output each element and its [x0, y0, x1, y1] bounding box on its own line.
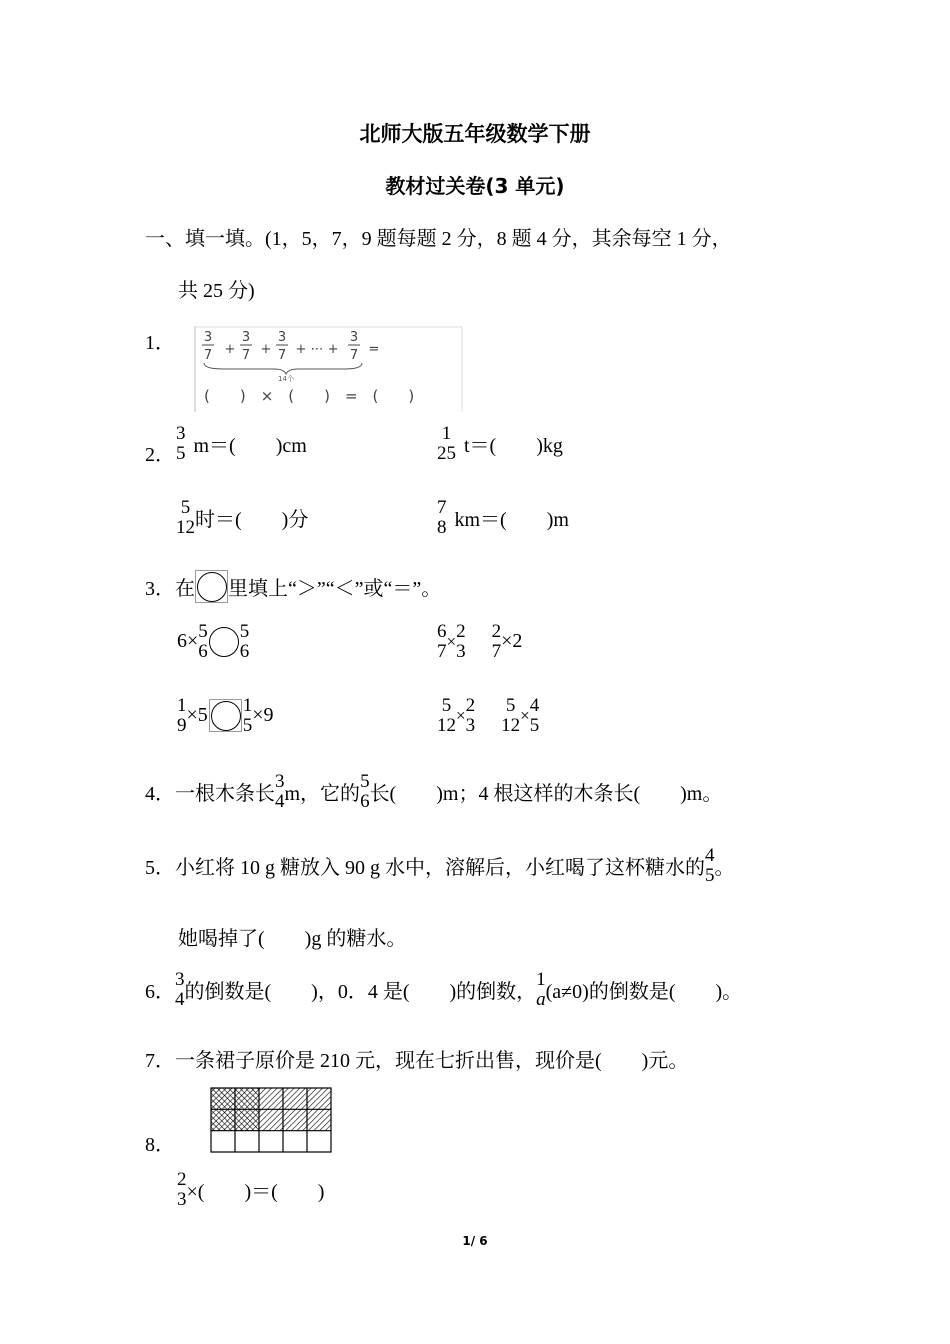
- q5-line2: 她喝掉了( )g 的糖水。: [178, 928, 407, 950]
- q1-brace-label: 14个: [278, 375, 294, 383]
- fraction: 1 25: [437, 423, 456, 464]
- q3-item-b: 6 7 × 2 3 2 7 ×2: [437, 621, 523, 662]
- fraction: 5 6: [198, 621, 208, 662]
- q5: 5． 小红将 10 g 糖放入 90 g 水中，溶解后，小红喝了这杯糖水的 4 5 。: [145, 845, 735, 886]
- q2-item-a: 3 5 m＝( )cm: [176, 423, 307, 464]
- q1-frac-den: 7: [203, 348, 213, 363]
- question-number: 2．: [145, 444, 175, 466]
- q1-frac-num: 3: [241, 330, 251, 345]
- fraction: 1 9: [177, 695, 187, 736]
- q1-figure: [194, 326, 464, 412]
- q1-frac-den: 7: [277, 348, 287, 363]
- q1-blank-row: ( ) × ( ) = ( ): [204, 387, 415, 405]
- fraction: 3 4: [275, 771, 285, 812]
- q1-frac-num: 3: [277, 330, 287, 345]
- page-number: 1/ 6: [462, 1234, 488, 1248]
- q1-plus: +: [260, 342, 272, 357]
- fraction: 2 3: [456, 621, 466, 662]
- q3-prompt: 3． 在 里填上“＞”“＜”或“＝”。: [145, 570, 441, 603]
- q1-frac-den: 7: [241, 348, 251, 363]
- q2-item-c: 5 12 时＝( )分: [176, 497, 309, 538]
- fraction: 5 12: [437, 695, 456, 736]
- question-number: 8．: [145, 1134, 175, 1156]
- page-subtitle: 教材过关卷(3 单元): [385, 174, 565, 198]
- q1-equals: =: [368, 342, 380, 357]
- fraction: 4 5: [529, 695, 540, 736]
- q1-dots: + ⋯ +: [295, 342, 339, 357]
- fraction: 2 3: [177, 1169, 187, 1210]
- page-title: 北师大版五年级数学下册: [359, 122, 591, 146]
- q1-frac-den: 7: [349, 348, 359, 363]
- q8-grid-figure: [210, 1087, 332, 1153]
- compare-circle[interactable]: [209, 699, 242, 732]
- fraction: 7 8: [437, 497, 447, 538]
- fraction: 3 5: [176, 423, 186, 464]
- q2-item-b: 1 25 t＝( )kg: [437, 423, 563, 464]
- q8-shaded-grid: [210, 1087, 332, 1153]
- q3-item-d: 5 12 × 2 3 5 12 × 4 5: [437, 695, 540, 736]
- q1-frac-num: 3: [349, 330, 359, 345]
- q7: 7． 一条裙子原价是 210 元，现在七折出售，现价是( )元。: [145, 1050, 689, 1072]
- fraction: 3 4: [175, 969, 185, 1010]
- fraction: 2 7: [491, 621, 502, 662]
- fraction: 4 5: [705, 845, 715, 886]
- q2-item-d: 7 8 km＝( )m: [437, 497, 569, 538]
- q3-item-c: 1 9 ×5 1 5 ×9: [177, 695, 274, 736]
- fraction: 1 a: [536, 969, 546, 1010]
- q6: 6． 3 4 的倒数是( )，0．4 是( )的倒数， 1 a (a≠0)的倒数是( )。: [145, 969, 743, 1010]
- question-number: 1．: [145, 332, 175, 354]
- q3-item-a: 6× 5 6 5 6: [177, 621, 250, 662]
- fraction: 5 12: [176, 497, 195, 538]
- fraction: 2 3: [465, 695, 476, 736]
- q8-expression: 2 3 ×( )＝( ): [177, 1169, 325, 1210]
- compare-circle[interactable]: [209, 627, 239, 657]
- fraction: 5 6: [239, 621, 250, 662]
- q1-brace: [204, 363, 362, 374]
- q4: 4． 一根木条长 3 4 m，它的 5 6 长( )m；4 根这样的木条长( )m。: [145, 771, 723, 812]
- fraction: 5 6: [360, 771, 370, 812]
- compare-circle-sample: [195, 570, 228, 603]
- q1-expression-image: [194, 326, 464, 412]
- section-heading-cont: 共 25 分): [178, 280, 255, 302]
- fraction: 5 12: [501, 695, 521, 736]
- fraction: 1 5: [242, 695, 253, 736]
- section-heading: 一、填一填。(1，5，7，9 题每题 2 分，8 题 4 分，其余每空 1 分，: [145, 228, 732, 250]
- q1-plus: +: [224, 342, 236, 357]
- q1-frac-num: 3: [203, 330, 213, 345]
- fraction: 6 7: [437, 621, 447, 662]
